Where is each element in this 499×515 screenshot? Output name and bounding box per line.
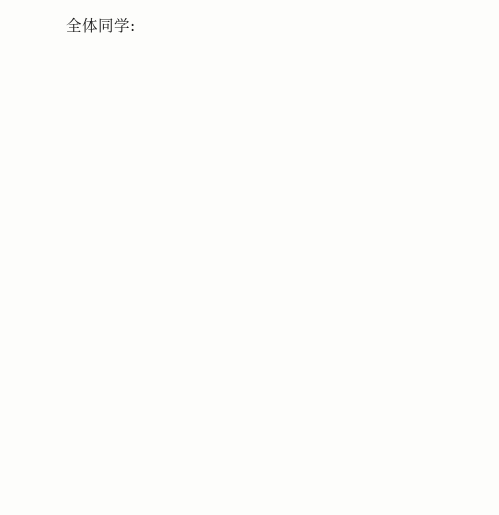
salutation: 全体同学: <box>66 17 136 35</box>
